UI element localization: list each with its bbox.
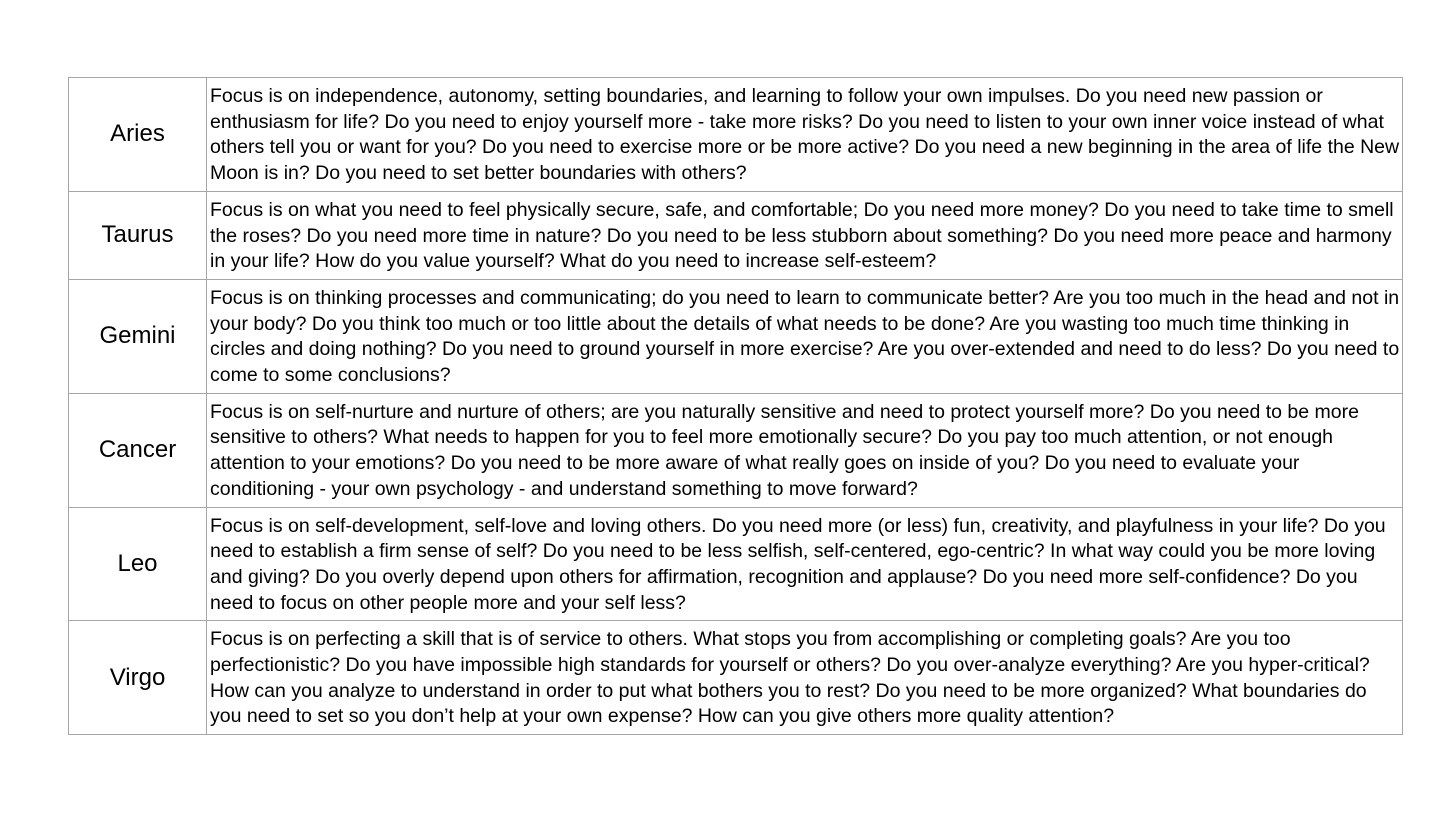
- description-cell-virgo: Focus is on perfecting a skill that is of service to others. What stops you from accomplishing or completing goals? Are you too perfectionistic? Do you have impossible high standards for yourself or others? Do you over-analyze everything? Are you hyper-critical? How can you analyze to understand in order to put what bothers you to rest? Do you need to be more organized? What boundaries do you need to set so you don’t help at your own expense? How can you give others more quality attention?: [207, 621, 1403, 735]
- description-cell-aries: Focus is on independence, autonomy, setting boundaries, and learning to follow your own impulses. Do you need new passion or enthusiasm for life? Do you need to enjoy yourself more - take more risks? Do you need to listen to your own inner voice instead of what others tell you or want for you? Do you need to exercise more or be more active? Do you need a new beginning in the area of life the New Moon is in? Do you need to set better boundaries with others?: [207, 78, 1403, 192]
- zodiac-table: [68, 77, 1403, 735]
- table-row: [69, 191, 1403, 279]
- table-row: [69, 393, 1403, 507]
- sign-cell-cancer: Cancer: [69, 393, 207, 507]
- description-cell-taurus: Focus is on what you need to feel physically secure, safe, and comfortable; Do you need more money? Do you need to take time to smell the roses? Do you need more time in nature? Do you need to be less stubborn about something? Do you need more peace and harmony in your life? How do you value yourself? What do you need to increase self-esteem?: [207, 191, 1403, 279]
- table-row: [69, 279, 1403, 393]
- table-row: [69, 621, 1403, 735]
- zodiac-table-body: [69, 78, 1403, 735]
- sign-cell-leo: Leo: [69, 507, 207, 621]
- sign-cell-aries: Aries: [69, 78, 207, 192]
- description-cell-cancer: Focus is on self-nurture and nurture of others; are you naturally sensitive and need to protect yourself more? Do you need to be more sensitive to others? What needs to happen for you to feel more emotionally secure? Do you pay too much attention, or not enough attention to your emotions? Do you need to be more aware of what really goes on inside of you? Do you need to evaluate your conditioning - your own psychology - and understand something to move forward?: [207, 393, 1403, 507]
- sign-cell-taurus: Taurus: [69, 191, 207, 279]
- description-cell-leo: Focus is on self-development, self-love and loving others. Do you need more (or less) fun, creativity, and playfulness in your life? Do you need to establish a firm sense of self? Do you need to be less selfish, self-centered, ego-centric? In what way could you be more loving and giving? Do you overly depend upon others for affirmation, recognition and applause? Do you need more self-confidence? Do you need to focus on other people more and your self less?: [207, 507, 1403, 621]
- sign-cell-virgo: Virgo: [69, 621, 207, 735]
- sign-cell-gemini: Gemini: [69, 279, 207, 393]
- table-row: [69, 507, 1403, 621]
- description-cell-gemini: Focus is on thinking processes and communicating; do you need to learn to communicate better? Are you too much in the head and not in your body? Do you think too much or too little about the details of what needs to be done? Are you wasting too much time thinking in circles and doing nothing? Do you need to ground yourself in more exercise? Are you over-extended and need to do less? Do you need to come to some conclusions?: [207, 279, 1403, 393]
- table-row: [69, 78, 1403, 192]
